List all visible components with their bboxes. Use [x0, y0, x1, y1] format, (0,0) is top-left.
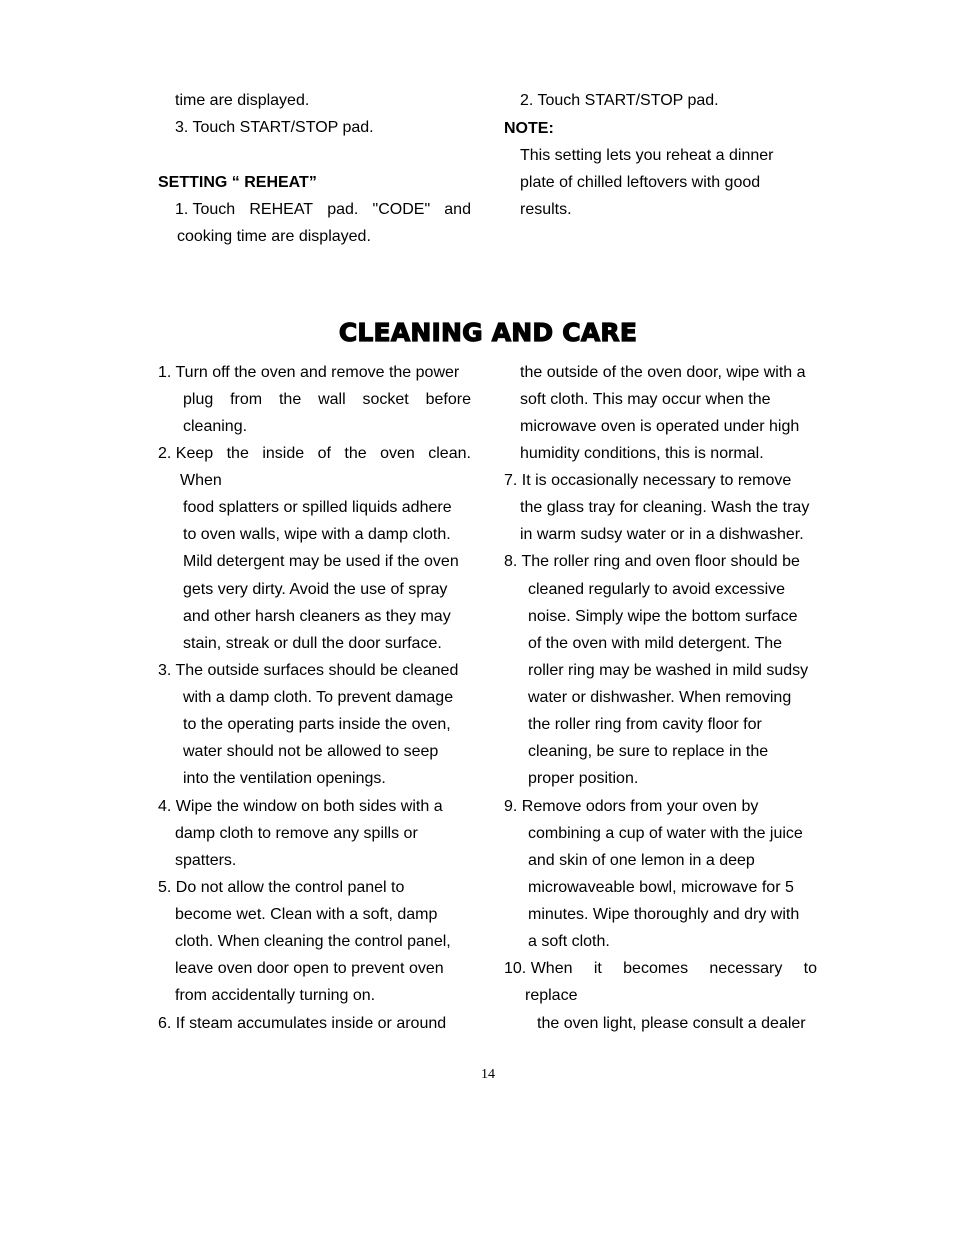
- list-item-justified: [183, 390, 471, 410]
- page-number: 14: [481, 1067, 495, 1082]
- list-item: proper position.: [528, 770, 639, 787]
- reheat-step-1-cont: cooking time are displayed.: [177, 228, 371, 245]
- note-text: plate of chilled leftovers with good: [520, 174, 761, 191]
- list-item: leave oven door open to prevent oven: [175, 960, 444, 977]
- list-item: 5. Do not allow the control panel to: [158, 879, 405, 896]
- reheat-step-1: [175, 200, 471, 220]
- list-item: stain, streak or dull the door surface.: [183, 635, 442, 652]
- list-item: of the oven with mild detergent. The: [528, 635, 783, 652]
- list-item: humidity conditions, this is normal.: [520, 445, 764, 462]
- list-item-justified: [504, 959, 817, 979]
- list-item: Mild detergent may be used if the oven: [183, 553, 459, 570]
- list-item: minutes. Wipe thoroughly and dry with: [528, 906, 800, 923]
- list-item: water or dishwasher. When removing: [528, 689, 792, 706]
- list-item: combining a cup of water with the juice: [528, 825, 803, 842]
- word: and: [444, 201, 471, 218]
- list-item: water should not be allowed to seep: [183, 743, 439, 760]
- list-item: microwave oven is operated under high: [520, 418, 800, 435]
- list-item: a soft cloth.: [528, 933, 610, 950]
- list-item: and other harsh cleaners as they may: [183, 608, 451, 625]
- word: from: [230, 391, 263, 408]
- word: it: [593, 960, 602, 977]
- list-item: into the ventilation openings.: [183, 770, 386, 787]
- list-item: gets very dirty. Avoid the use of spray: [183, 581, 448, 598]
- list-item: the oven light, please consult a dealer: [537, 1015, 806, 1032]
- reheat-prev-step3: 3. Touch START/STOP pad.: [175, 119, 374, 136]
- word: wall: [318, 391, 346, 408]
- list-item: When: [180, 472, 222, 489]
- word: REHEAT: [249, 201, 314, 218]
- list-item: food splatters or spilled liquids adhere: [183, 499, 452, 516]
- list-item: the glass tray for cleaning. Wash the tray: [520, 499, 810, 516]
- word: the: [278, 391, 302, 408]
- reheat-step-2: 2. Touch START/STOP pad.: [520, 92, 719, 109]
- word: clean.: [428, 445, 471, 462]
- list-item: to oven walls, wipe with a damp cloth.: [183, 526, 451, 543]
- list-item: become wet. Clean with a soft, damp: [175, 906, 438, 923]
- note-text: This setting lets you reheat a dinner: [520, 147, 774, 164]
- word: 1. Touch: [175, 201, 236, 218]
- word: of: [317, 445, 331, 462]
- word: becomes: [623, 960, 689, 977]
- list-item: the outside of the oven door, wipe with a: [520, 364, 806, 381]
- list-item: from accidentally turning on.: [175, 987, 376, 1004]
- note-text: results.: [520, 201, 572, 218]
- word: inside: [262, 445, 305, 462]
- list-item: cleaning, be sure to replace in the: [528, 743, 769, 760]
- word: the: [226, 445, 249, 462]
- word: oven: [380, 445, 415, 462]
- word: before: [425, 391, 471, 408]
- list-item: cloth. When cleaning the control panel,: [175, 933, 451, 950]
- word: 10. When: [504, 960, 573, 977]
- word: socket: [362, 391, 409, 408]
- word: "CODE": [372, 201, 431, 218]
- list-item: in warm sudsy water or in a dishwasher.: [520, 526, 804, 543]
- list-item: to the operating parts inside the oven,: [183, 716, 451, 733]
- word: pad.: [327, 201, 359, 218]
- list-item: soft cloth. This may occur when the: [520, 391, 771, 408]
- section-title: CLEANING AND CARE: [338, 318, 638, 347]
- word: necessary: [709, 960, 783, 977]
- list-item: 4. Wipe the window on both sides with a: [158, 798, 443, 815]
- list-item: 9. Remove odors from your oven by: [504, 798, 759, 815]
- list-item: spatters.: [175, 852, 237, 869]
- reheat-prev-line: time are displayed.: [175, 92, 310, 109]
- list-item-justified: [158, 444, 471, 464]
- list-item: damp cloth to remove any spills or: [175, 825, 418, 842]
- list-item: 3. The outside surfaces should be cleaned: [158, 662, 459, 679]
- list-item: noise. Simply wipe the bottom surface: [528, 608, 798, 625]
- list-item: roller ring may be washed in mild sudsy: [528, 662, 809, 679]
- reheat-heading: SETTING “ REHEAT”: [158, 174, 317, 191]
- list-item: 7. It is occasionally necessary to remove: [504, 472, 792, 489]
- list-item: and skin of one lemon in a deep: [528, 852, 755, 869]
- list-item: the roller ring from cavity floor for: [528, 716, 762, 733]
- list-item: cleaning.: [183, 418, 248, 435]
- word: the: [344, 445, 367, 462]
- list-item: cleaned regularly to avoid excessive: [528, 581, 786, 598]
- note-label: NOTE:: [504, 120, 554, 137]
- list-item: microwaveable bowl, microwave for 5: [528, 879, 794, 896]
- word: plug: [183, 391, 214, 408]
- list-item: 6. If steam accumulates inside or around: [158, 1015, 447, 1032]
- word: to: [803, 960, 817, 977]
- list-item: 1. Turn off the oven and remove the power: [158, 364, 460, 381]
- list-item: with a damp cloth. To prevent damage: [183, 689, 454, 706]
- list-item: 8. The roller ring and oven floor should be: [504, 553, 800, 570]
- list-item: replace: [525, 987, 578, 1004]
- word: 2. Keep: [158, 445, 214, 462]
